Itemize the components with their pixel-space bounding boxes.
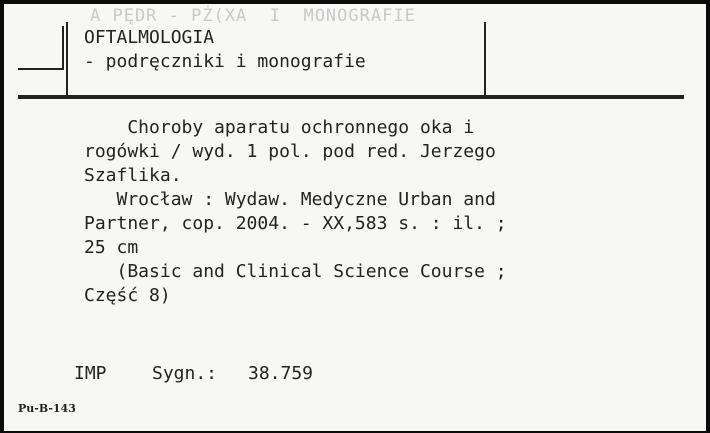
body-line-1: Choroby aparatu ochronnego oka i	[84, 117, 475, 138]
corner-bracket	[18, 26, 64, 70]
body-line-4: Wrocław : Wydaw. Medyczne Urban and	[84, 189, 496, 210]
header-horizontal-rule	[18, 95, 684, 99]
imp-label: IMP	[74, 363, 107, 384]
catalog-card	[4, 4, 706, 431]
body-line-2: rogówki / wyd. 1 pol. pod red. Jerzego	[84, 141, 496, 162]
body-line-8: Część 8)	[84, 285, 171, 306]
body-line-6: 25 cm	[84, 237, 139, 258]
body-line-3: Szaflika.	[84, 165, 182, 186]
right-vertical-rule	[484, 22, 486, 96]
left-vertical-rule	[66, 22, 68, 96]
signature-label: Sygn.:	[152, 363, 218, 384]
library-stamp: Pu-B-143	[18, 402, 76, 415]
body-line-7: (Basic and Clinical Science Course ;	[84, 261, 507, 282]
faint-show-through-text: A PĘDR - PŻ(XA I MONOGRAFIE	[90, 6, 416, 26]
subject-subheading: - podręczniki i monografie	[84, 51, 366, 72]
subject-heading: OFTALMOLOGIA	[84, 27, 215, 48]
body-line-5: Partner, cop. 2004. - XX,583 s. : il. ;	[84, 213, 507, 234]
signature-value: 38.759	[248, 363, 314, 384]
